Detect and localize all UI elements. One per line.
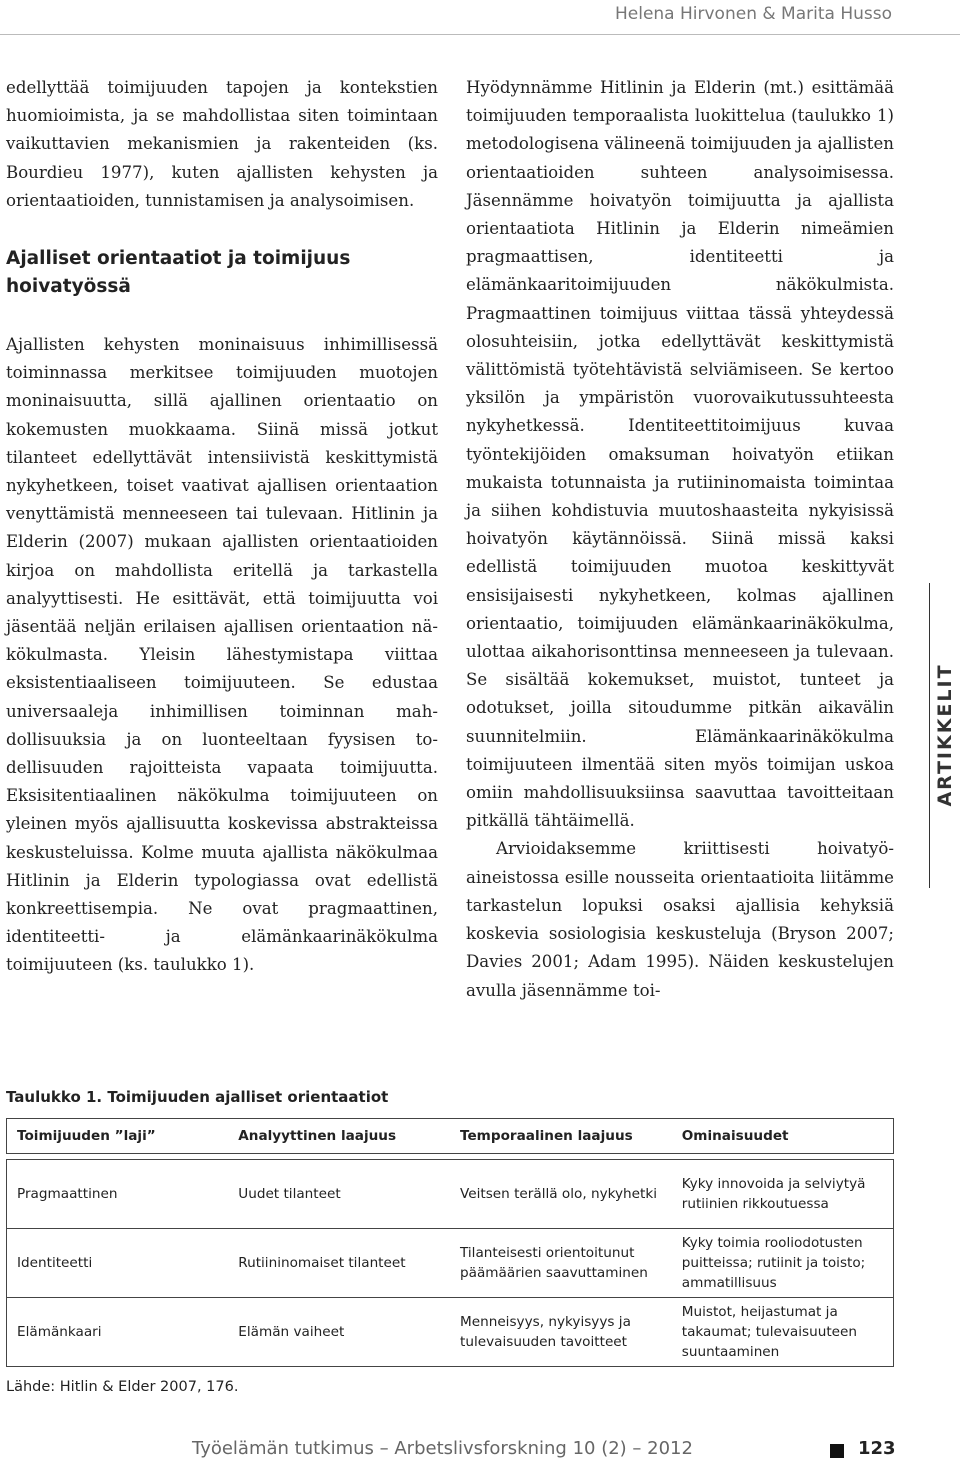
table-row [7, 1229, 894, 1298]
table-cell: Muistot, heijastumat ja takaumat; tulevaisuuteen suuntaaminen [672, 1298, 894, 1367]
left-column [6, 74, 438, 980]
page-number: 123 [858, 1438, 896, 1459]
section-heading: Ajalliset orientaatiot ja toimijuus hoivatyössä [6, 248, 351, 298]
table-header-cell: Temporaalinen laajuus [450, 1119, 672, 1154]
right-paragraph-2: Arvioidaksemme kriittisesti hoivatyöaineistossa esille nousseita orientaatioita liitämme tarkastelun lopuksi osaksi ajallisia kehyksiä koskevia sosiologisia keskusteluja (Bryson 2007; Davies 2001; Adam 1995). Näiden keskustelujen avulla jäsennämme toi- [466, 839, 894, 1000]
table-row [7, 1298, 894, 1367]
header-divider [0, 34, 960, 35]
footer-journal: Työelämän tutkimus – Arbetslivsforskning 10 (2) – 2012 [192, 1438, 693, 1459]
header-authors: Helena Hirvonen & Marita Husso [614, 4, 892, 24]
table-cell: Elämän vaiheet [228, 1298, 450, 1367]
table-header-cell: Toimijuuden ”laji” [7, 1119, 229, 1154]
table-cell: Uudet tilanteet [228, 1160, 450, 1229]
table-cell: Kyky toimia rooliodotusten puitteissa; rutiinit ja toisto; ammatillisuus [672, 1229, 894, 1298]
table-cell: Identiteetti [7, 1229, 229, 1298]
table-header-cell: Analyyttinen laajuus [228, 1119, 450, 1154]
table-caption: Taulukko 1. Toimijuuden ajalliset orientaatiot [6, 1088, 389, 1106]
table-source: Lähde: Hitlin & Elder 2007, 176. [6, 1379, 239, 1395]
table-cell: Tilanteisesti orientoitunut päämäärien saavuttaminen [450, 1229, 672, 1298]
right-column [466, 74, 894, 1005]
table-cell: Menneisyys, nykyisyys ja tulevaisuuden tavoitteet [450, 1298, 672, 1367]
table-cell: Rutiininomaiset tilanteet [228, 1229, 450, 1298]
footer-square-icon [830, 1444, 844, 1458]
table-cell: Kyky innovoida ja selviytyä rutiinien rikkoutuessa [672, 1160, 894, 1229]
side-tab-label: ARTIKKELIT [934, 663, 956, 807]
orientation-table [6, 1118, 894, 1367]
table-row [7, 1160, 894, 1229]
main-paragraph: Ajallisten kehysten moninaisuus inhimillisessä toiminnassa merkitsee toimijuuden muotojen moninaisuutta, sillä ajallinen orientaatio on kokemusten muokkaama. Siinä missä jotkut tilanteet edellyttävät intensiivistä keskittymistä nykyhetkeen, toiset vaativat ajallisen orientaation venyttämistä menneeseen tai tulevaan. Hitlinin ja Elderin (2007) mukaan ajallisten orientaatioiden kirjoa on mahdollista eritellä ja tarkastella analyyttisesti. He esittävät, että toimijuutta voi jäsentää neljän erilaisen ajallisen orientaation näkökulmasta. Yleisin lähestymistapa viittaa eksistentiaaliseen toimijuuteen. Se edustaa universaaleja inhimillisen toiminnan mahdollisuuksia ja on luonteeltaan fyysisen todellisuuden rajoitteista vapaata toimijuutta. Eksisitentiaalinen näkökulma toimijuuteen on yleinen myös ajallisuutta koskevissa abstrakteissa keskusteluissa. Kolme muuta ajallista näkökulmaa Hitlinin ja Elderin typologiassa ovat edellistä konkreettisempia. Ne ovat pragmaattinen, identiteetti- ja elämänkaarinäkökulma toimijuuteen (ks. taulukko 1). [6, 335, 438, 975]
table-header-cell: Ominaisuudet [672, 1119, 894, 1154]
intro-paragraph: edellyttää toimijuuden tapojen ja kontekstien huomioimista, ja se mahdollistaa siten toimintaan vaikuttavien mekanismien ja rakenteiden (ks. Bourdieu 1977), kuten ajallisten kehysten ja orientaatioiden, tunnistamisen ja analysoimisen. [6, 78, 438, 210]
side-tab-rule [929, 583, 930, 888]
table-cell: Veitsen terällä olo, nykyhetki [450, 1160, 672, 1229]
right-paragraph-1: Hyödynnämme Hitlinin ja Elderin (mt.) esittämää toimijuuden temporaalista luokittelua (taulukko 1) metodologisena välineenä toimijuuden ja ajallisten orientaatioiden suhteen analysoimisessa. Jäsennämme hoivatyön toimijuutta ja ajallista orientaatiota Hitlinin ja Elderin nimeämien pragmaattisen, identiteetti ja elämänkaaritoimijuuden näkökulmista. Pragmaattinen toimijuus viittaa tässä yhteydessä olosuhteisiin, jotka edellyttävät keskittymistä välittömistä työtehtävistä selviämiseen. Se kertoo yksilön ja ympäristön vuorovaikutussuhteesta nykyhetkessä. Identiteettitoimijuus kuvaa työntekijöiden omaksuman hoivatyön etiikan mukaista totunnaista ja rutiininomaista toimintaa ja siihen kohdistuvia muutoshaasteita nykyisissä hoivatyön käytännöissä. Siinä missä kaksi edellistä toimijuuden muotoa keskittyvät ensisijaisesti nykyhetkeen, kolmas ajallinen orientaatio, toimijuuden elämänkaarinäkökulma, ulottaa aikahorisonttinsa menneeseen ja tulevaan. Se sisältää kokemukset, muistot, tunteet ja odotukset, joilla sitoudumme pitkän aikavälin suunnitelmiin. Elämänkaarinäkökulma toimijuuteen ilmentää siten myös toimijan uskoa omiin mahdollisuuksiinsa saavuttaa tavoitteitaan pitkällä tähtäimellä. [466, 78, 894, 831]
table-cell: Elämänkaari [7, 1298, 229, 1367]
table-cell: Pragmaattinen [7, 1160, 229, 1229]
table-header-row [7, 1119, 894, 1154]
